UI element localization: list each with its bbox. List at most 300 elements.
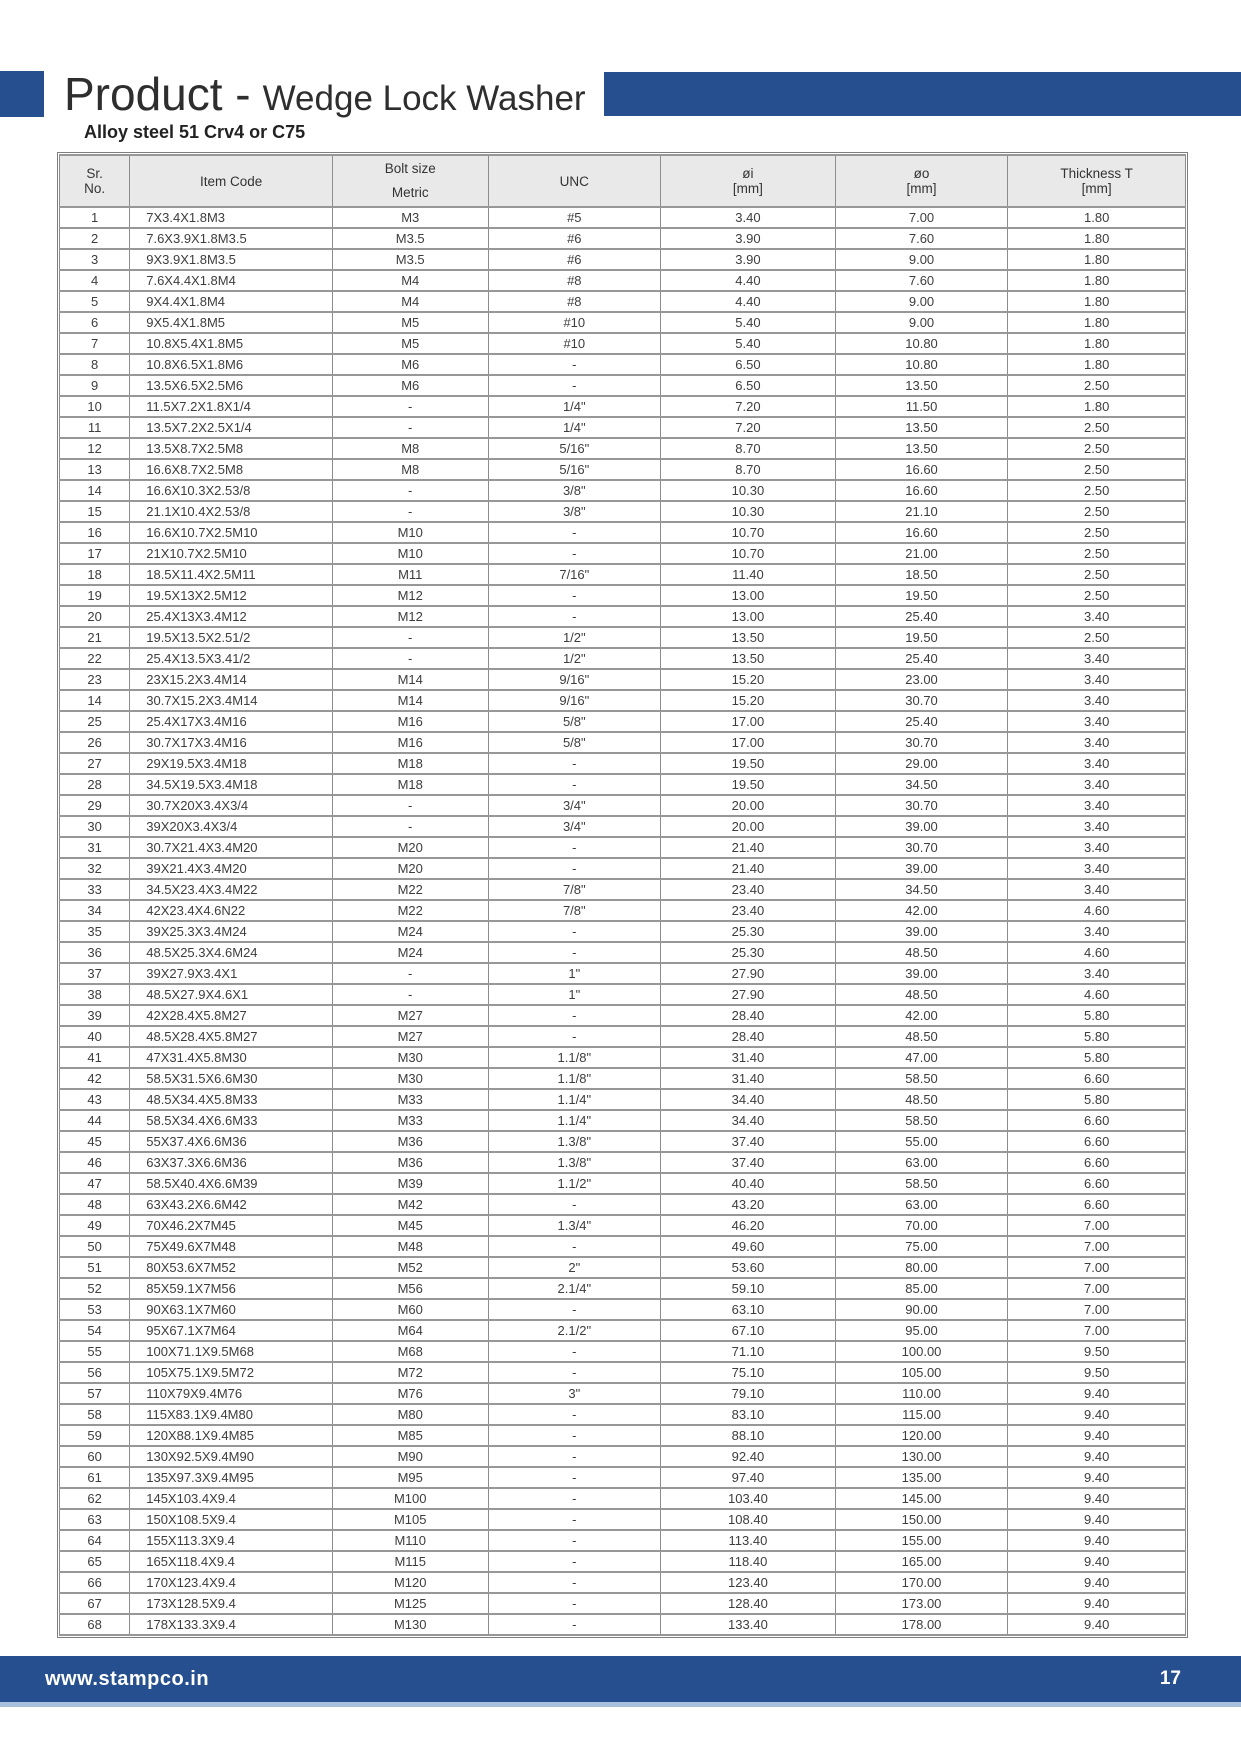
cell-bolt_size_metric: - [332,480,488,501]
table-row [60,249,1186,270]
cell-bolt_size_metric: - [332,816,488,837]
cell-oi_mm: 79.10 [661,1383,836,1404]
cell-oo_mm: 23.00 [835,669,1008,690]
cell-thickness_mm: 9.40 [1008,1509,1186,1530]
cell-thickness_mm: 3.40 [1008,879,1186,900]
cell-oo_mm: 80.00 [835,1257,1008,1278]
cell-unc: 3/8" [488,501,661,522]
cell-item_code: 130X92.5X9.4M90 [130,1446,333,1467]
cell-unc: - [488,1572,661,1593]
table-row [60,1215,1186,1236]
cell-thickness_mm: 9.40 [1008,1425,1186,1446]
cell-item_code: 173X128.5X9.4 [130,1593,333,1614]
cell-thickness_mm: 3.40 [1008,795,1186,816]
table-row [60,711,1186,732]
cell-oo_mm: 39.00 [835,921,1008,942]
cell-thickness_mm: 9.40 [1008,1488,1186,1509]
cell-item_code: 58.5X40.4X6.6M39 [130,1173,333,1194]
col-header-item-code: Item Code [130,155,333,207]
cell-sr_no: 38 [60,984,130,1005]
cell-oi_mm: 10.70 [661,543,836,564]
cell-item_code: 30.7X21.4X3.4M20 [130,837,333,858]
cell-sr_no: 8 [60,354,130,375]
cell-oi_mm: 17.00 [661,711,836,732]
cell-thickness_mm: 9.40 [1008,1530,1186,1551]
cell-unc: 1.1/8" [488,1047,661,1068]
cell-item_code: 39X20X3.4X3/4 [130,816,333,837]
cell-bolt_size_metric: M110 [332,1530,488,1551]
cell-item_code: 170X123.4X9.4 [130,1572,333,1593]
table-row [60,564,1186,585]
cell-item_code: 58.5X31.5X6.6M30 [130,1068,333,1089]
cell-unc: - [488,1236,661,1257]
cell-sr_no: 6 [60,312,130,333]
cell-item_code: 25.4X13.5X3.41/2 [130,648,333,669]
cell-bolt_size_metric: - [332,501,488,522]
cell-oi_mm: 28.40 [661,1026,836,1047]
cell-unc: 1.3/8" [488,1152,661,1173]
cell-sr_no: 3 [60,249,130,270]
cell-sr_no: 64 [60,1530,130,1551]
cell-bolt_size_metric: M14 [332,669,488,690]
cell-sr_no: 49 [60,1215,130,1236]
table-row [60,795,1186,816]
cell-oo_mm: 19.50 [835,627,1008,648]
cell-oi_mm: 71.10 [661,1341,836,1362]
cell-oo_mm: 48.50 [835,984,1008,1005]
cell-thickness_mm: 3.40 [1008,711,1186,732]
table-row [60,1320,1186,1341]
cell-sr_no: 16 [60,522,130,543]
cell-unc: #6 [488,249,661,270]
cell-unc: 1/2" [488,627,661,648]
cell-bolt_size_metric: M16 [332,711,488,732]
cell-bolt_size_metric: M30 [332,1068,488,1089]
cell-oi_mm: 15.20 [661,690,836,711]
cell-sr_no: 63 [60,1509,130,1530]
accent-square [0,71,44,117]
cell-item_code: 58.5X34.4X6.6M33 [130,1110,333,1131]
cell-item_code: 7.6X3.9X1.8M3.5 [130,228,333,249]
cell-unc: 1/2" [488,648,661,669]
table-row [60,291,1186,312]
cell-unc: - [488,1299,661,1320]
cell-unc: - [488,1005,661,1026]
cell-unc: 1.1/8" [488,1068,661,1089]
cell-bolt_size_metric: M39 [332,1173,488,1194]
cell-thickness_mm: 9.40 [1008,1572,1186,1593]
cell-item_code: 42X23.4X4.6N22 [130,900,333,921]
cell-item_code: 135X97.3X9.4M95 [130,1467,333,1488]
cell-oi_mm: 13.50 [661,627,836,648]
cell-oi_mm: 25.30 [661,942,836,963]
cell-oo_mm: 9.00 [835,291,1008,312]
cell-bolt_size_metric: M90 [332,1446,488,1467]
cell-bolt_size_metric: M27 [332,1005,488,1026]
cell-item_code: 10.8X6.5X1.8M6 [130,354,333,375]
cell-unc: #8 [488,291,661,312]
table-body [60,207,1186,1635]
cell-bolt_size_metric: M18 [332,774,488,795]
cell-thickness_mm: 3.40 [1008,921,1186,942]
cell-bolt_size_metric: M20 [332,858,488,879]
cell-bolt_size_metric: M76 [332,1383,488,1404]
cell-oi_mm: 27.90 [661,984,836,1005]
cell-unc: 7/8" [488,900,661,921]
cell-thickness_mm: 6.60 [1008,1131,1186,1152]
cell-oi_mm: 23.40 [661,879,836,900]
cell-thickness_mm: 3.40 [1008,753,1186,774]
cell-unc: 1" [488,984,661,1005]
cell-thickness_mm: 3.40 [1008,606,1186,627]
cell-oi_mm: 13.00 [661,585,836,606]
cell-bolt_size_metric: M120 [332,1572,488,1593]
table-row [60,1383,1186,1404]
cell-bolt_size_metric: M60 [332,1299,488,1320]
cell-unc: - [488,921,661,942]
cell-bolt_size_metric: M100 [332,1488,488,1509]
cell-oo_mm: 47.00 [835,1047,1008,1068]
cell-oi_mm: 63.10 [661,1299,836,1320]
cell-oo_mm: 48.50 [835,1089,1008,1110]
cell-oi_mm: 10.70 [661,522,836,543]
cell-oo_mm: 21.10 [835,501,1008,522]
cell-unc: - [488,543,661,564]
cell-oo_mm: 55.00 [835,1131,1008,1152]
cell-sr_no: 56 [60,1362,130,1383]
cell-bolt_size_metric: M95 [332,1467,488,1488]
cell-thickness_mm: 5.80 [1008,1005,1186,1026]
table-row [60,837,1186,858]
cell-bolt_size_metric: M72 [332,1362,488,1383]
table-row [60,669,1186,690]
cell-oi_mm: 59.10 [661,1278,836,1299]
cell-thickness_mm: 2.50 [1008,522,1186,543]
cell-item_code: 19.5X13.5X2.51/2 [130,627,333,648]
cell-sr_no: 34 [60,900,130,921]
cell-oi_mm: 40.40 [661,1173,836,1194]
table-row [60,921,1186,942]
cell-unc: - [488,1509,661,1530]
cell-sr_no: 32 [60,858,130,879]
table-row [60,816,1186,837]
cell-thickness_mm: 5.80 [1008,1047,1186,1068]
cell-oi_mm: 6.50 [661,354,836,375]
cell-oo_mm: 19.50 [835,585,1008,606]
cell-sr_no: 51 [60,1257,130,1278]
cell-oi_mm: 34.40 [661,1089,836,1110]
cell-unc: 3" [488,1383,661,1404]
cell-oi_mm: 108.40 [661,1509,836,1530]
cell-oi_mm: 97.40 [661,1467,836,1488]
cell-oi_mm: 7.20 [661,396,836,417]
cell-sr_no: 57 [60,1383,130,1404]
cell-thickness_mm: 1.80 [1008,333,1186,354]
cell-unc: 9/16" [488,669,661,690]
cell-oo_mm: 105.00 [835,1362,1008,1383]
cell-unc: #10 [488,312,661,333]
cell-oo_mm: 48.50 [835,942,1008,963]
cell-oo_mm: 11.50 [835,396,1008,417]
cell-sr_no: 26 [60,732,130,753]
spec-table-wrapper [57,152,1188,1638]
cell-thickness_mm: 5.80 [1008,1026,1186,1047]
cell-bolt_size_metric: M5 [332,333,488,354]
cell-bolt_size_metric: M85 [332,1425,488,1446]
cell-thickness_mm: 9.50 [1008,1341,1186,1362]
cell-oo_mm: 58.50 [835,1110,1008,1131]
cell-thickness_mm: 3.40 [1008,669,1186,690]
cell-item_code: 48.5X28.4X5.8M27 [130,1026,333,1047]
cell-thickness_mm: 1.80 [1008,312,1186,333]
cell-oi_mm: 75.10 [661,1362,836,1383]
cell-sr_no: 33 [60,879,130,900]
table-row [60,375,1186,396]
cell-item_code: 19.5X13X2.5M12 [130,585,333,606]
cell-thickness_mm: 7.00 [1008,1215,1186,1236]
cell-item_code: 63X37.3X6.6M36 [130,1152,333,1173]
table-row [60,396,1186,417]
cell-oo_mm: 42.00 [835,900,1008,921]
cell-sr_no: 36 [60,942,130,963]
cell-oo_mm: 100.00 [835,1341,1008,1362]
cell-oi_mm: 20.00 [661,816,836,837]
cell-unc: - [488,354,661,375]
table-row [60,438,1186,459]
page-footer [0,1656,1241,1702]
cell-unc: - [488,522,661,543]
cell-unc: - [488,1341,661,1362]
table-row [60,312,1186,333]
cell-sr_no: 42 [60,1068,130,1089]
cell-unc: 2" [488,1257,661,1278]
cell-bolt_size_metric: M42 [332,1194,488,1215]
cell-thickness_mm: 9.40 [1008,1614,1186,1635]
cell-thickness_mm: 3.40 [1008,858,1186,879]
cell-unc: 1/4" [488,417,661,438]
cell-oo_mm: 30.70 [835,837,1008,858]
cell-oi_mm: 21.40 [661,858,836,879]
cell-sr_no: 55 [60,1341,130,1362]
cell-sr_no: 68 [60,1614,130,1635]
cell-oo_mm: 39.00 [835,858,1008,879]
cell-sr_no: 9 [60,375,130,396]
cell-item_code: 39X21.4X3.4M20 [130,858,333,879]
table-row [60,207,1186,228]
table-row [60,501,1186,522]
cell-thickness_mm: 3.40 [1008,963,1186,984]
table-row [60,1593,1186,1614]
cell-thickness_mm: 1.80 [1008,291,1186,312]
cell-oo_mm: 29.00 [835,753,1008,774]
cell-thickness_mm: 2.50 [1008,438,1186,459]
spec-table-head [60,155,1186,207]
table-row [60,1572,1186,1593]
cell-oi_mm: 31.40 [661,1068,836,1089]
cell-oi_mm: 123.40 [661,1572,836,1593]
cell-oi_mm: 10.30 [661,480,836,501]
cell-oi_mm: 27.90 [661,963,836,984]
table-row [60,585,1186,606]
cell-sr_no: 66 [60,1572,130,1593]
cell-unc: 3/4" [488,816,661,837]
cell-oo_mm: 10.80 [835,354,1008,375]
table-row [60,858,1186,879]
cell-item_code: 13.5X8.7X2.5M8 [130,438,333,459]
table-row [60,417,1186,438]
cell-thickness_mm: 2.50 [1008,459,1186,480]
cell-oo_mm: 150.00 [835,1509,1008,1530]
cell-sr_no: 7 [60,333,130,354]
cell-sr_no: 21 [60,627,130,648]
cell-oo_mm: 48.50 [835,1026,1008,1047]
cell-unc: 7/8" [488,879,661,900]
table-row [60,228,1186,249]
cell-sr_no: 31 [60,837,130,858]
cell-unc: 2.1/2" [488,1320,661,1341]
cell-bolt_size_metric: M22 [332,900,488,921]
cell-bolt_size_metric: M3.5 [332,228,488,249]
cell-sr_no: 39 [60,1005,130,1026]
cell-thickness_mm: 6.60 [1008,1173,1186,1194]
table-row [60,1299,1186,1320]
cell-unc: 1.1/2" [488,1173,661,1194]
table-row [60,1089,1186,1110]
cell-item_code: 21.1X10.4X2.53/8 [130,501,333,522]
cell-bolt_size_metric: M5 [332,312,488,333]
cell-thickness_mm: 3.40 [1008,732,1186,753]
cell-item_code: 18.5X11.4X2.5M11 [130,564,333,585]
cell-bolt_size_metric: M20 [332,837,488,858]
cell-oo_mm: 42.00 [835,1005,1008,1026]
cell-oi_mm: 37.40 [661,1152,836,1173]
cell-oo_mm: 70.00 [835,1215,1008,1236]
table-row [60,942,1186,963]
cell-oo_mm: 16.60 [835,480,1008,501]
cell-sr_no: 14 [60,480,130,501]
cell-thickness_mm: 9.40 [1008,1551,1186,1572]
cell-oi_mm: 113.40 [661,1530,836,1551]
cell-thickness_mm: 9.40 [1008,1383,1186,1404]
cell-item_code: 120X88.1X9.4M85 [130,1425,333,1446]
cell-item_code: 30.7X17X3.4M16 [130,732,333,753]
cell-oo_mm: 130.00 [835,1446,1008,1467]
col-header-sr-no: Sr. No. [60,155,130,207]
cell-oi_mm: 11.40 [661,564,836,585]
cell-item_code: 155X113.3X9.4 [130,1530,333,1551]
cell-sr_no: 46 [60,1152,130,1173]
cell-oi_mm: 53.60 [661,1257,836,1278]
table-row [60,984,1186,1005]
cell-bolt_size_metric: M130 [332,1614,488,1635]
cell-oo_mm: 165.00 [835,1551,1008,1572]
table-row [60,774,1186,795]
cell-thickness_mm: 3.40 [1008,690,1186,711]
cell-bolt_size_metric: M56 [332,1278,488,1299]
table-row [60,879,1186,900]
cell-oi_mm: 133.40 [661,1614,836,1635]
footer-page-number: 17 [1159,1668,1181,1689]
cell-item_code: 13.5X6.5X2.5M6 [130,375,333,396]
cell-unc: - [488,774,661,795]
cell-thickness_mm: 9.40 [1008,1593,1186,1614]
cell-oo_mm: 155.00 [835,1530,1008,1551]
col-header-thickness: Thickness T [mm] [1008,155,1186,207]
cell-unc: 1/4" [488,396,661,417]
cell-oo_mm: 25.40 [835,711,1008,732]
cell-oi_mm: 17.00 [661,732,836,753]
table-row [60,900,1186,921]
cell-sr_no: 23 [60,669,130,690]
cell-bolt_size_metric: M64 [332,1320,488,1341]
cell-unc: - [488,1425,661,1446]
cell-oi_mm: 3.90 [661,249,836,270]
cell-thickness_mm: 6.60 [1008,1194,1186,1215]
cell-bolt_size_metric: M36 [332,1152,488,1173]
cell-unc: - [488,1488,661,1509]
cell-oo_mm: 30.70 [835,795,1008,816]
cell-oo_mm: 9.00 [835,249,1008,270]
cell-oi_mm: 46.20 [661,1215,836,1236]
cell-thickness_mm: 1.80 [1008,354,1186,375]
cell-oi_mm: 88.10 [661,1425,836,1446]
cell-unc: - [488,585,661,606]
cell-oo_mm: 178.00 [835,1614,1008,1635]
page-title-main: Product - [64,68,251,120]
cell-sr_no: 28 [60,774,130,795]
cell-unc: - [488,1404,661,1425]
cell-bolt_size_metric: M36 [332,1131,488,1152]
table-row [60,1152,1186,1173]
cell-thickness_mm: 2.50 [1008,417,1186,438]
cell-oi_mm: 8.70 [661,438,836,459]
cell-thickness_mm: 7.00 [1008,1257,1186,1278]
table-row [60,963,1186,984]
cell-sr_no: 19 [60,585,130,606]
cell-sr_no: 12 [60,438,130,459]
cell-sr_no: 50 [60,1236,130,1257]
cell-sr_no: 65 [60,1551,130,1572]
cell-unc: 5/16" [488,459,661,480]
cell-item_code: 9X4.4X1.8M4 [130,291,333,312]
cell-item_code: 25.4X13X3.4M12 [130,606,333,627]
cell-oo_mm: 135.00 [835,1467,1008,1488]
table-row [60,1131,1186,1152]
cell-item_code: 70X46.2X7M45 [130,1215,333,1236]
cell-item_code: 9X3.9X1.8M3.5 [130,249,333,270]
cell-bolt_size_metric: M6 [332,354,488,375]
cell-thickness_mm: 2.50 [1008,543,1186,564]
cell-oi_mm: 103.40 [661,1488,836,1509]
cell-oo_mm: 13.50 [835,438,1008,459]
cell-item_code: 34.5X19.5X3.4M18 [130,774,333,795]
cell-bolt_size_metric: M6 [332,375,488,396]
cell-sr_no: 14 [60,690,130,711]
cell-sr_no: 54 [60,1320,130,1341]
cell-bolt_size_metric: M52 [332,1257,488,1278]
cell-oo_mm: 58.50 [835,1068,1008,1089]
cell-item_code: 42X28.4X5.8M27 [130,1005,333,1026]
cell-bolt_size_metric: - [332,648,488,669]
cell-item_code: 10.8X5.4X1.8M5 [130,333,333,354]
cell-oi_mm: 4.40 [661,270,836,291]
cell-oo_mm: 9.00 [835,312,1008,333]
cell-thickness_mm: 1.80 [1008,396,1186,417]
cell-bolt_size_metric: M8 [332,438,488,459]
cell-thickness_mm: 5.80 [1008,1089,1186,1110]
table-row [60,1068,1186,1089]
cell-item_code: 25.4X17X3.4M16 [130,711,333,732]
